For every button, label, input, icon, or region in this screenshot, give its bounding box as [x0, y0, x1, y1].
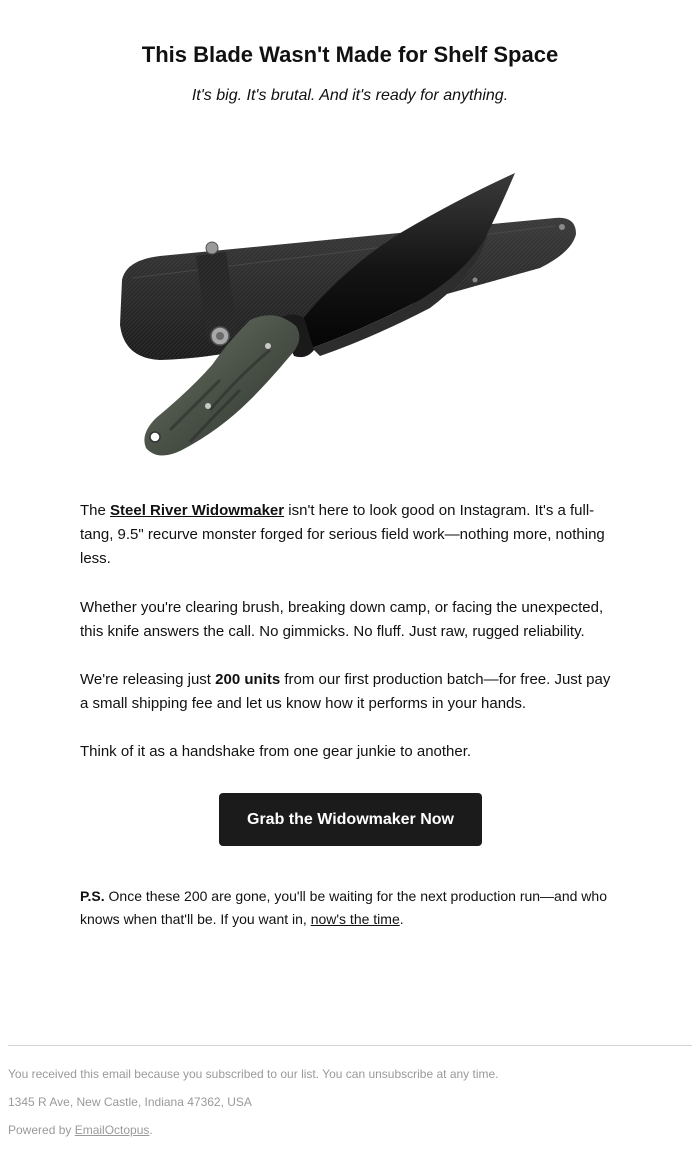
postscript [80, 885, 620, 931]
email-title: This Blade Wasn't Made for Shelf Space [141, 42, 559, 67]
product-link[interactable]: Steel River Widowmaker [110, 502, 285, 519]
intro-prefix: The [80, 502, 111, 519]
ps-text: Once these 200 are gone, you'll be waiting for the next production run—and who knows when that'll be. If you want in, [80, 888, 607, 927]
grab-widowmaker-button[interactable]: Grab the Widowmaker Now [219, 793, 482, 846]
offer-paragraph [80, 668, 620, 716]
offer-suffix: from our first production batch—for free. Just pay a small shipping fee and let us know how it performs in your hands. [80, 671, 611, 712]
company-address: 1345 R Ave, New Castle, Indiana 47362, USA [8, 1095, 252, 1109]
closing-paragraph: Think of it as a handshake from one gear junkie to another. [80, 743, 472, 760]
units-count: 200 units [215, 671, 281, 688]
powered-prefix: Powered by [8, 1123, 75, 1137]
email-subtitle: It's big. It's brutal. And it's ready for anything. [191, 87, 509, 104]
emailoctopus-link[interactable]: EmailOctopus [74, 1123, 150, 1137]
ps-end: . [399, 911, 404, 927]
powered-suffix: . [149, 1123, 153, 1137]
intro-paragraph [80, 499, 620, 571]
footer-divider [8, 1045, 692, 1046]
subscription-note: You received this email because you subscribed to our list. You can unsubscribe at any time. [8, 1067, 499, 1081]
intro-suffix: isn't here to look good on Instagram. It's a full-tang, 9.5" recurve monster forged for serious field work—nothing more, nothing less. [80, 502, 605, 567]
ps-label: P.S. [80, 888, 105, 904]
powered-by [8, 1122, 692, 1138]
use-case-paragraph: Whether you're clearing brush, breaking down camp, or facing the unexpected, this knife answers the call. No gimmicks. No fluff. Just raw, rugged reliability. [80, 599, 604, 640]
offer-prefix: We're releasing just [80, 671, 216, 688]
knife-with-sheath-image [100, 160, 600, 485]
nows-the-time-link[interactable]: now's the time [310, 911, 400, 927]
